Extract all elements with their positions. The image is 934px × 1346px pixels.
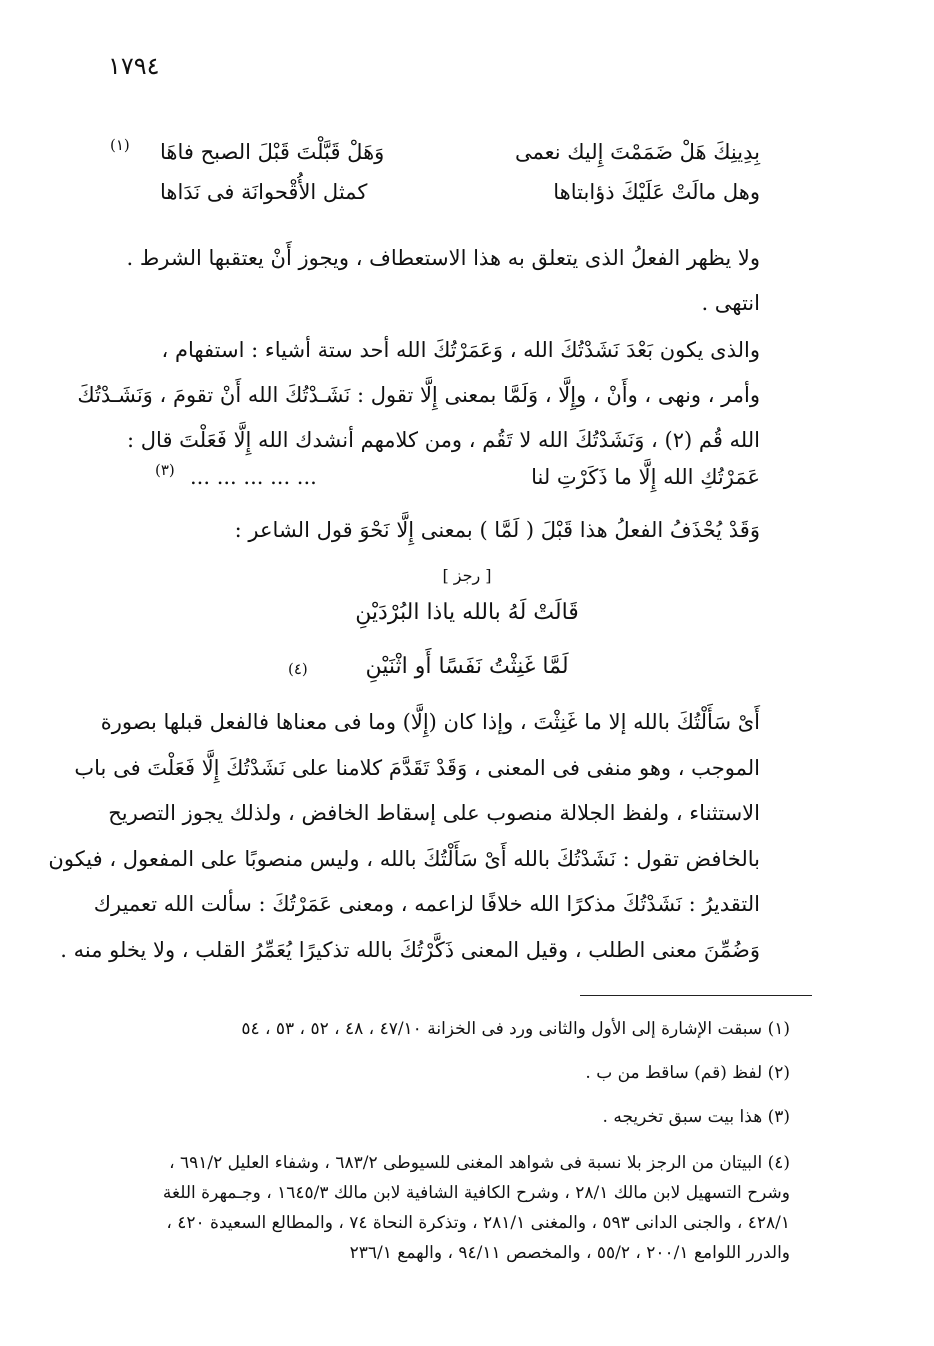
text-line: وأمر ، ونهى ، وأَنْ ، وإِلَّا ، وَلَمَّا بمعنى إِلَّا تقول : نَشَـدْتُكَ الله أَنْ تقومَ ، وَنَشَـدْتُكَ [77, 383, 760, 407]
footnote-divider [580, 995, 812, 996]
footnote-line: ٤٢٨/١ ، والجنى الدانى ٥٩٣ ، والمغنى ٢٨١/١ ، وتذكرة النحاة ٧٤ ، والمطالع السعيدة ٤٢٠ ، [166, 1213, 790, 1233]
rajaz-line-2: لَمَّا غَنِثْتُ نَفَسًا أَو اثْنَيْنِ [365, 654, 569, 679]
verse-line-1 [100, 136, 760, 180]
footnote-marker: (٤) [288, 660, 308, 678]
footnote-line: (٤) البيتان من الرجز بلا نسبة فى شواهد المغنى للسيوطى ٦٨٣/٢ ، وشفاء العليل ٦٩١/٢ ، [169, 1153, 790, 1173]
verse-line-2 [100, 180, 760, 220]
text-line: والذى يكون بَعْدَ نَشَدْتُكَ الله ، وَعَمَرْتُكَ الله أحد ستة أشياء : استفهام ، [161, 338, 760, 362]
footnote-marker: (٣) [155, 461, 175, 479]
footnote-4 [100, 1148, 790, 1268]
text-line: أَىْ سَأَلْتُكَ بالله إلا ما غَنِثْتَ ، وإذا كان (إِلَّا) وما فى معناها فالفعل قبلها بصورة [100, 710, 760, 734]
text-line: التقديرُ : نَشَدْتُكَ مذكرًا الله خلافًا لزاعمه ، ومعنى عَمَرْتُكَ : سألت الله تعميرك [93, 892, 760, 916]
verse-hemistich-right: بِدِينِكَ هَلْ ضَمَمْتَ إِليك نعمى [514, 140, 760, 164]
text-line: وَضُمِّنَ معنى الطلب ، وقيل المعنى ذَكَّرْتُكَ بالله تذكيرًا يُعَمِّرُ القلب ، ولا يخلو منه . [60, 937, 760, 962]
text-line: الموجب ، وهو منفى فى المعنى ، وَقَدْ تَقَدَّمَ كلامنا على نَشَدْتُكَ إِلَّا فَعَلْتَ فى باب [74, 755, 760, 780]
verse-line-3 [100, 461, 760, 505]
text-line: ولا يظهر الفعلُ الذى يتعلق به هذا الاستعطاف ، ويجوز أَنْ يعتقبها الشرط . [126, 246, 760, 270]
verse-hemistich-left: كمثل الأُقْحوانَة فى نَدَاها [160, 180, 368, 204]
paragraph-4 [48, 700, 760, 973]
paragraph-2 [77, 328, 760, 463]
verse-hemistich-left: ... ... ... ... ... [190, 465, 317, 489]
footnote-line: وشرح التسهيل لابن مالك ٢٨/١ ، وشرح الكافية الشافية لابن مالك ١٦٤٥/٣ ، وجـمهرة اللغة [162, 1183, 790, 1203]
text-line: بالخافض تقول : نَشَدْتُكَ بالله أَىْ سَأَلْتُكَ بالله ، وليس منصوبًا على المفعول ، فيكون [48, 846, 760, 871]
meter-label: [ رجز ] [442, 566, 492, 585]
text-line: انتهى . [701, 291, 760, 315]
footnote-1: (١) سبقت الإشارة إلى الأول والثانى ورد فى الخزانة ٤٧/١٠ ، ٤٨ ، ٥٢ ، ٥٣ ، ٥٤ [241, 1019, 790, 1039]
page-number: ١٧٩٤ [108, 52, 160, 80]
footnote-marker: (١) [110, 136, 130, 154]
verse-hemistich-left: وَهَلْ قَبَّلْتَ قَبْلَ الصبح فاهَا [160, 140, 385, 164]
paragraph-3 [102, 508, 760, 553]
verse-hemistich-right: وهل مالَتْ عَلَيْكَ ذؤابتاها [553, 180, 760, 204]
text-line: وَقَدْ يُحْذَفُ الفعلُ هذا قَبْلَ ( لَمَّا ) بمعنى إِلَّا نَحْوَ قول الشاعر : [234, 518, 760, 542]
rajaz-line-1: قَالَتْ لَهُ بالله ياذا البُرْدَيْنِ [355, 600, 579, 625]
verse-hemistich-right: عَمَرْتُكِ الله إِلَّا ما ذَكَرْتِ لنا [531, 465, 760, 489]
paragraph-1 [102, 236, 760, 326]
text-line: الاستثناء ، ولفظ الجلالة منصوب على إسقاط الخافض ، ولذلك يجوز التصريح [108, 801, 760, 825]
text-line: الله قُم (٢) ، وَنَشَدْتُكَ الله لا تَقُم ، ومن كلامهم أنشدك الله إِلَّا فَعَلْتَ قال : [127, 428, 760, 452]
footnote-line: والدرر اللوامع ٢٠٠/١ ، ٥٥/٢ ، والمخصص ٩٤/١١ ، والهمع ٢٣٦/١ [349, 1243, 790, 1263]
footnote-3: (٣) هذا بيت سبق تخريجه . [602, 1107, 790, 1127]
footnote-2: (٢) لفظ (قم) ساقط من ب . [585, 1063, 790, 1083]
